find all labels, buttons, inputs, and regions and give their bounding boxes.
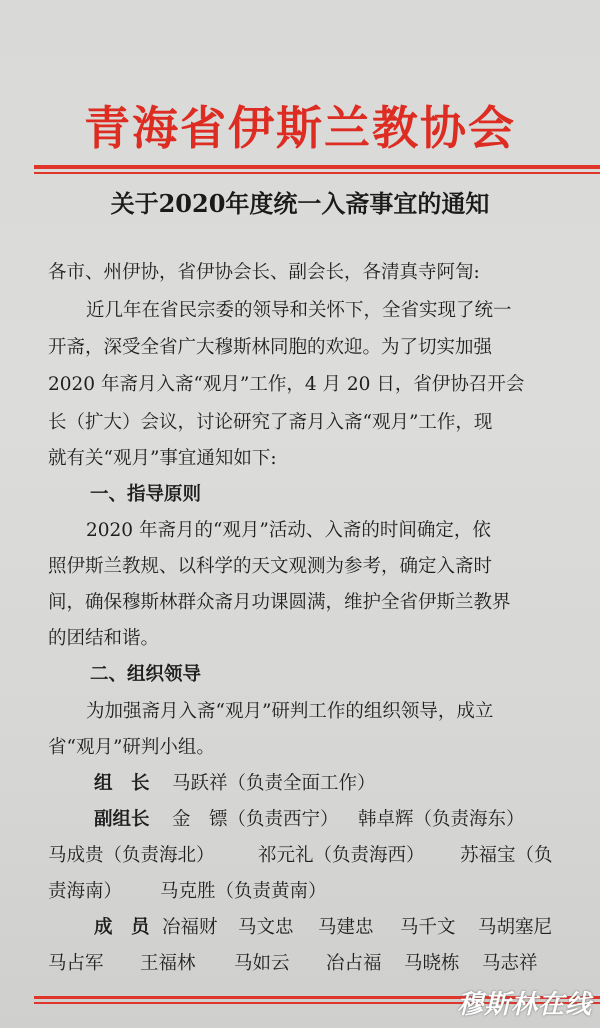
deputy-entry: 马成贵（负责海北） [48,845,215,866]
member-name: 王福林 [140,953,196,974]
salutation: 各市、州伊协，省伊协会长、副会长，各清真寺阿訇: [48,262,480,283]
body-line: 间，确保穆斯林群众斋月功课圆满，维护全省伊斯兰教界 [48,592,511,613]
deputy-entry: 金 镖（负责西宁） [172,809,339,830]
letterhead-rule-thin [34,172,600,174]
body-line: 2020 年斋月入斋“观月”工作，4 月 20 日，省伊协召开会 [48,374,525,395]
body-line: 近几年在省民宗委的领导和关怀下，全省实现了统一 [86,300,512,321]
member-name: 马如云 [234,953,290,974]
deputy-entry: 祁元礼（负责海西） [258,845,425,866]
body-line: 就有关“观月”事宜通知如下: [48,448,277,469]
section-heading: 一、指导原则 [90,484,202,505]
body-line: 省“观月”研判小组。 [48,737,215,758]
deputy-entry: 责海南） [48,881,123,902]
section-heading: 二、组织领导 [90,664,202,685]
member-name: 马志祥 [482,953,538,974]
deputy-role: 副组长 [94,809,150,830]
member-name: 马胡塞尼 [478,917,553,938]
body-line: 照伊斯兰教规、以科学的天文观测为参考，确定入斋时 [48,556,493,577]
member-role: 成 员 [94,917,150,938]
org-letterhead: 青海省伊斯兰教协会 [84,101,516,155]
deputy-entry: 韩卓辉（负责海东） [358,809,525,830]
member-name: 马文忠 [238,917,294,938]
member-name: 马占军 [48,953,104,974]
member-name: 马建忠 [318,917,374,938]
body-line: 的团结和谐。 [48,628,160,649]
deputy-entry: 马克胜（负责黄南） [160,881,327,902]
body-line: 长（扩大）会议，讨论研究了斋月入斋“观月”工作，现 [48,412,493,433]
member-name: 马晓栋 [404,953,460,974]
body-line: 2020 年斋月的“观月”活动、入斋的时间确定，依 [86,520,491,541]
notice-title: 关于2020年度统一入斋事宜的通知 [110,189,490,218]
leader-role: 组 长 [94,773,150,794]
watermark: 穆斯林在线 [456,990,592,1020]
member-name: 冶占福 [326,953,382,974]
body-line: 开斋，深受全省广大穆斯林同胞的欢迎。为了切实加强 [48,337,493,358]
member-name: 冶福财 [162,917,218,938]
letterhead-rule-thick [34,165,600,169]
leader-entry: 马跃祥（负责全面工作） [172,773,376,794]
body-line: 为加强斋月入斋“观月”研判工作的组织领导，成立 [86,701,494,722]
member-name: 马千文 [400,917,456,938]
deputy-entry: 苏福宝（负 [460,845,553,866]
